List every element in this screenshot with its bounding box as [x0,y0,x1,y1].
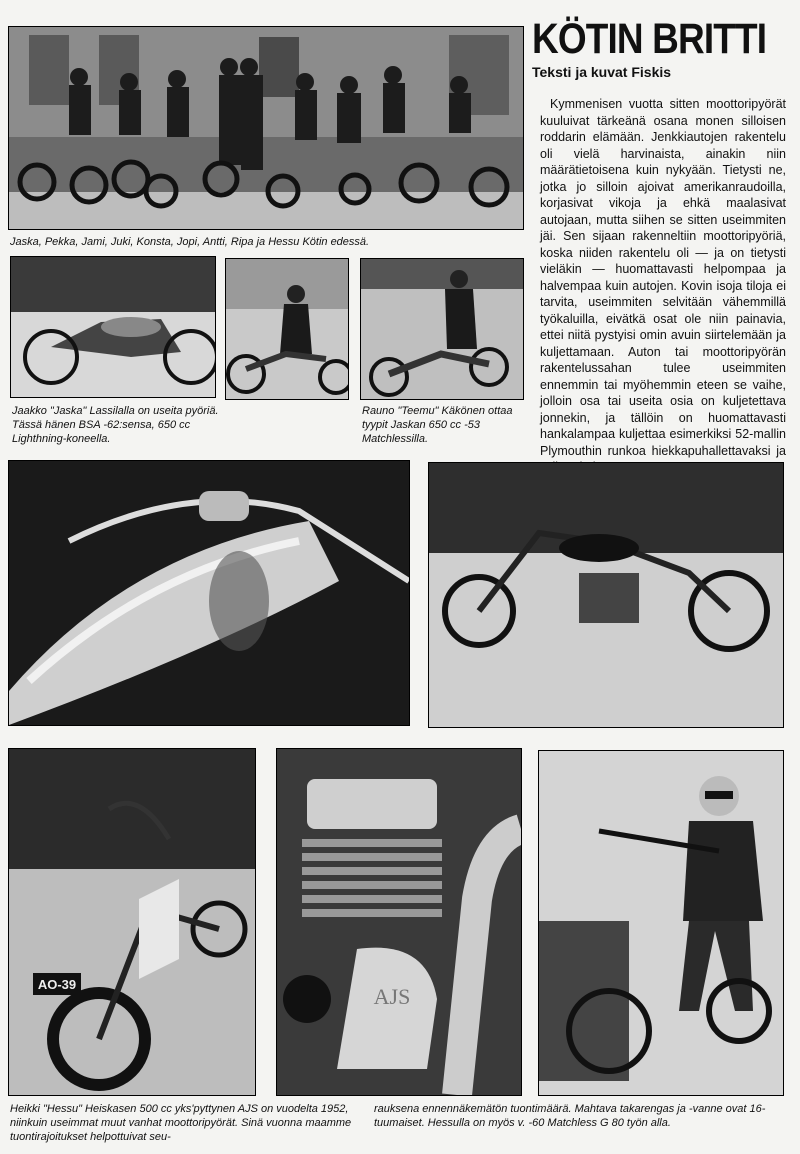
hessu-caption: Heikki "Hessu" Heiskasen 500 cc yks'pyttynen AJS on vuodelta 1952, niinkuin useimmat muut vanhat moottoripyörät. Sinä vuonna maamme tuontirajoitukset helpottuivat seu- [10,1103,352,1143]
bsa-caption: Jaakko "Jaska" Lassilalla on useita pyöriä. Tässä hänen BSA -62:sensa, 650 cc Lighthning-koneella. [12,405,219,445]
article-body: Kymmenisen vuotta sitten moottoripyörät kuuluivat tärkeänä osana monen silloisen roddarin elämään. Jenkkiautojen rakentelu oli vielä harvinaista, ainakin niin määrätietoisena kuin nykyään. Tietysti ne, jotka jo silloin ajoivat amerikanraudoilla, korjasivat vikoja ja ehkä maalasivat autojaan, mutta siihen se sitten useimmiten jäi. Sen sijaan rakenneltiin moottoripyöriä, koska niiden rakentelu oli — ja on tietysti vieläkin — huomattavasti helpompaa ja halvempaa kuin autojen. Kovin isoja tiloja ei tarvita, useimmiten selvitään vähemmillä työkaluilla, eivätkä osat ole niin painavia, ettei niitä pystyisi omin avuin siirtelemään ja kuljettamaan. Auton tai moottoripyörän rakentelussahan tulee useimmiten ennemmin tai myöhemmin eteen se vaihe, jolloin osa tai useita osia on kuljetettava jonnekin, ja tällöin on huomattavasti hankalampaa kuljettaa esimerkiksi 52-mallin Plymouthin runkoa hiekkapuhallettavaksi ja [540,97,786,458]
teemu-caption: Rauno "Teemu" Käkönen ottaa tyypit Jaskan 650 cc -53 Matchlessilla. [362,405,513,445]
article-byline: Teksti ja kuvat Fiskis [532,64,672,80]
chopper-photo [428,462,784,728]
engine-closeup-photo [276,748,522,1096]
rider-photo [225,258,349,400]
ajs-badge: AJS [373,984,411,1009]
bsa-photo [10,256,216,398]
group-caption: Jaska, Pekka, Jami, Juki, Konsta, Jopi, Antti, Ripa ja Hessu Kötin edessä. [10,236,370,248]
teemu-photo [360,258,524,400]
group-photo [8,26,524,230]
hessu-rider-photo [538,750,784,1096]
tank-closeup-photo [8,460,410,726]
license-plate: AO-39 [37,977,77,992]
hessu-caption-continued: rauksena ennennäkemätön tuontimäärä. Mahtava takarengas ja -vanne ovat 16-tuumaiset. Hessulla on myös v. -60 Matchless G 80 työn alla. [374,1103,766,1129]
article-title: KÖTIN BRITTI [532,15,767,63]
ajs-bike-photo [8,748,256,1096]
